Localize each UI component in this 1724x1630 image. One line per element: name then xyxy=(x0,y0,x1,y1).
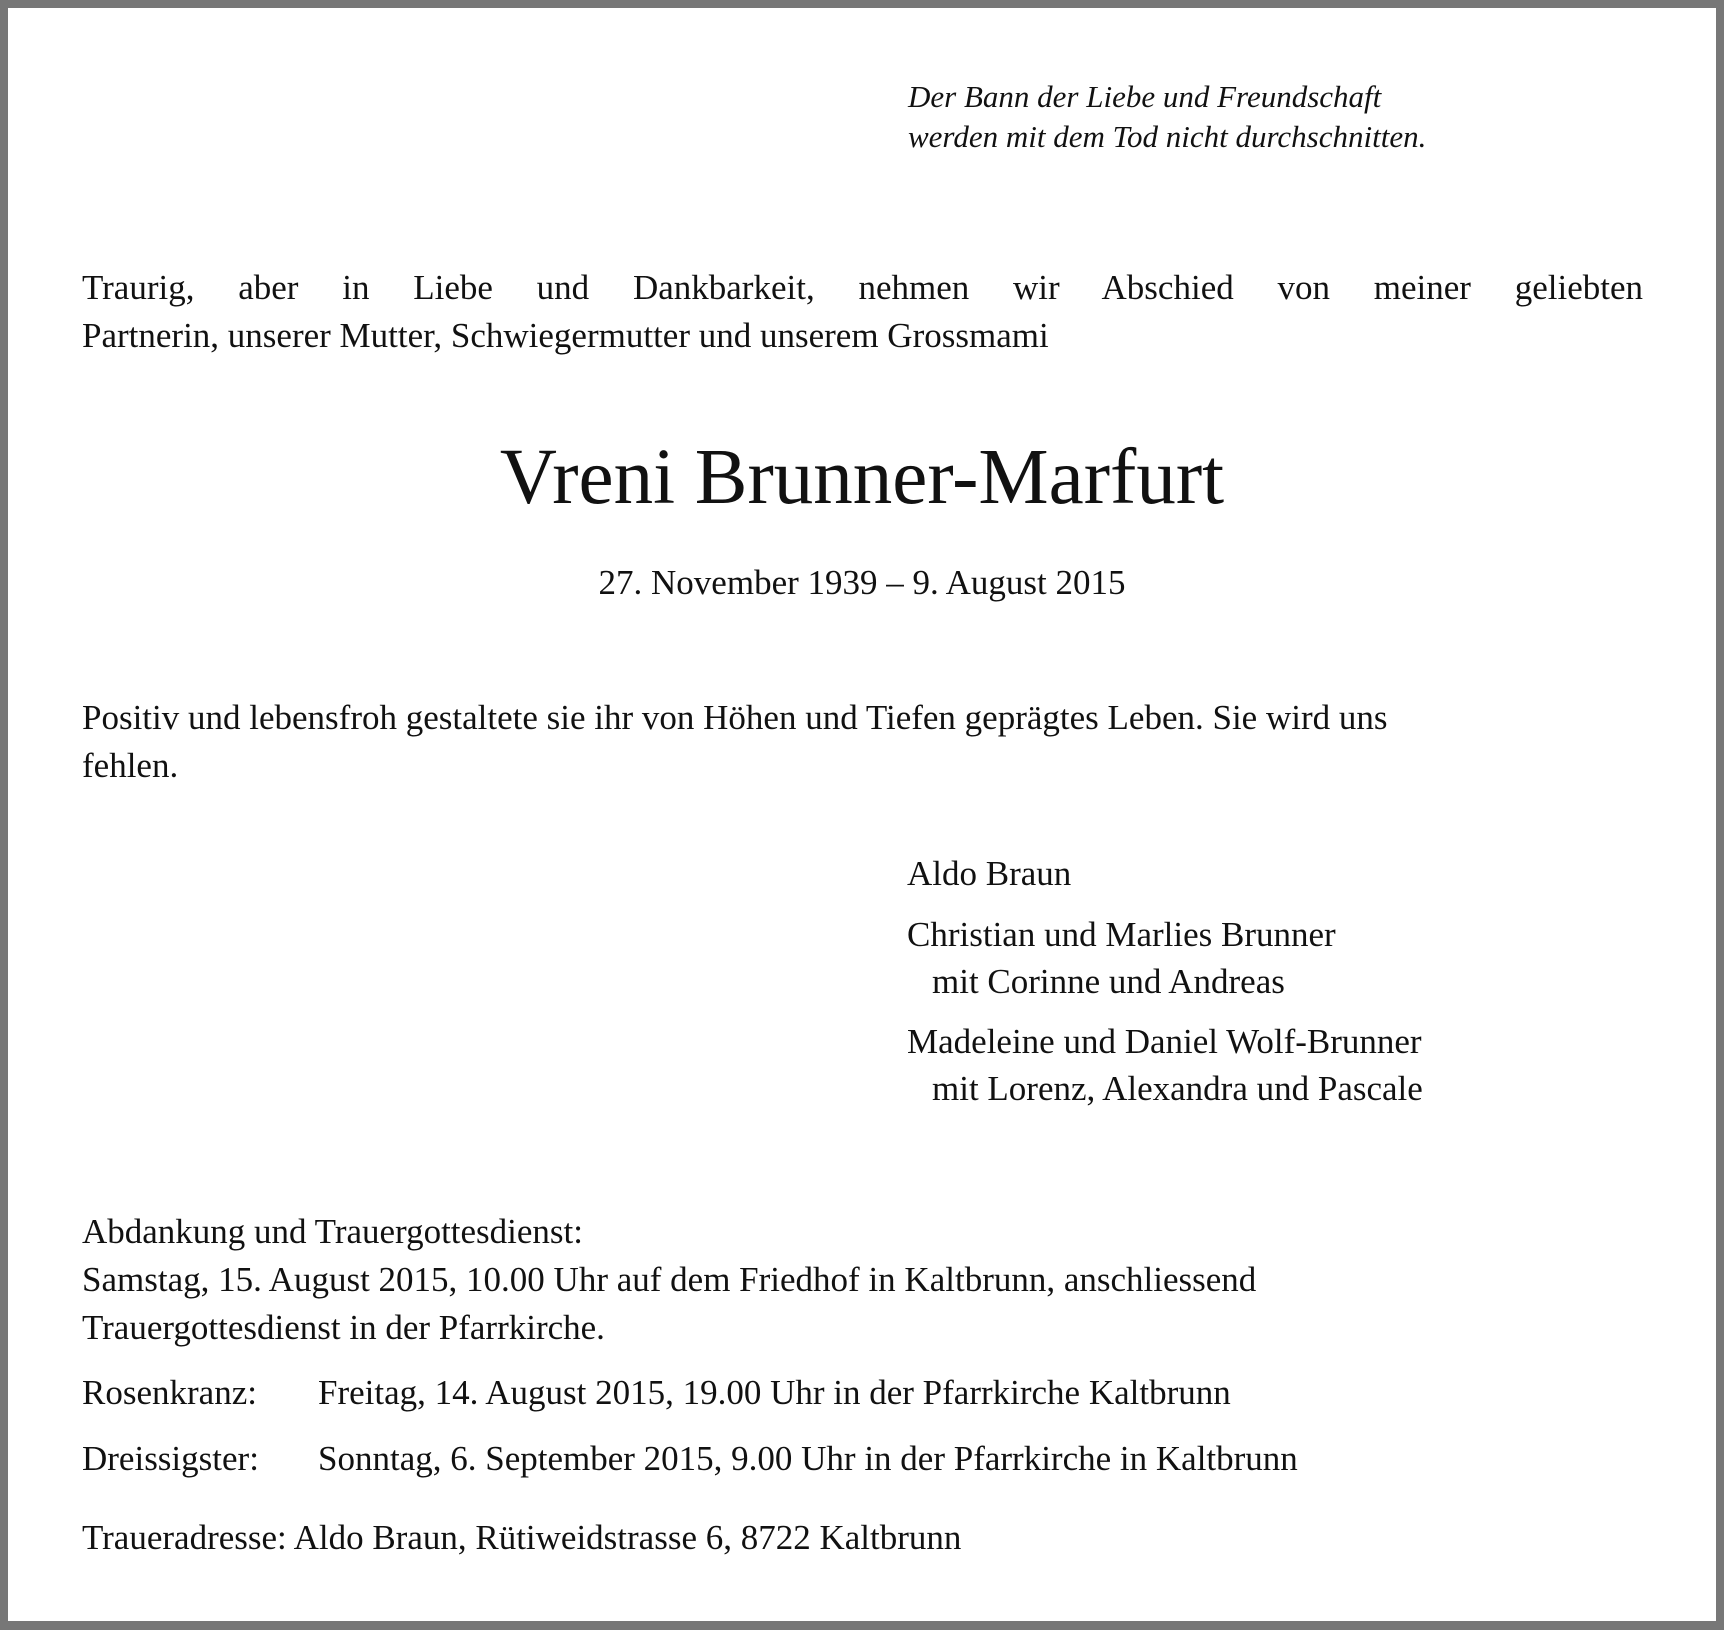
service-line: Trauergottesdienst in der Pfarrkirche. xyxy=(82,1308,605,1347)
intro-line: Traurig, aber in Liebe und Dankbarkeit, nehmen wir Abschied von meiner geliebten xyxy=(82,268,1643,307)
intro-paragraph xyxy=(82,264,1643,360)
funeral-service xyxy=(82,1208,1298,1352)
mourners-list xyxy=(907,850,1423,1125)
mourner-children: mit Corinne und Andreas xyxy=(932,962,1285,1001)
intro-line: Partnerin, unserer Mutter, Schwiegermutter und unserem Grossmami xyxy=(82,316,1049,355)
life-dates: 27. November 1939 – 9. August 2015 xyxy=(598,563,1126,602)
mourner-name: Aldo Braun xyxy=(907,854,1072,893)
mourner-group xyxy=(907,850,1423,897)
tribute-paragraph xyxy=(82,694,1387,790)
quote-line: werden mit dem Tod nicht durchschnitten. xyxy=(908,119,1427,154)
mourner-children: mit Lorenz, Alexandra und Pascale xyxy=(932,1069,1423,1108)
quote-line: Der Bann der Liebe und Freundschaft xyxy=(908,79,1382,114)
mourning-address: Traueradresse: Aldo Braun, Rütiweidstrasse 6, 8722 Kaltbrunn xyxy=(82,1518,962,1557)
mourner-name: Christian und Marlies Brunner xyxy=(907,915,1336,954)
thirtieth-mass-value: Sonntag, 6. September 2015, 9.00 Uhr in der Pfarrkirche in Kaltbrunn xyxy=(318,1439,1298,1478)
mourner-group xyxy=(907,911,1423,1005)
tribute-line: Positiv und lebensfroh gestaltete sie ihr von Höhen und Tiefen geprägtes Leben. Sie wird uns xyxy=(82,698,1388,737)
service-details xyxy=(82,1208,1298,1562)
thirtieth-mass-row xyxy=(82,1435,1298,1483)
rosary-label: Rosenkranz: xyxy=(82,1373,257,1412)
mourner-group xyxy=(907,1018,1423,1112)
rosary-row xyxy=(82,1369,1298,1417)
tribute-line: fehlen. xyxy=(82,746,179,785)
service-line: Samstag, 15. August 2015, 10.00 Uhr auf dem Friedhof in Kaltbrunn, anschliessend xyxy=(82,1260,1257,1299)
epigraph-quote xyxy=(908,77,1426,157)
rosary-value: Freitag, 14. August 2015, 19.00 Uhr in der Pfarrkirche Kaltbrunn xyxy=(318,1373,1231,1412)
obituary-page xyxy=(8,8,1716,1621)
thirtieth-mass-label: Dreissigster: xyxy=(82,1439,259,1478)
mourner-name: Madeleine und Daniel Wolf-Brunner xyxy=(907,1022,1422,1061)
deceased-name: Vreni Brunner-Marfurt xyxy=(499,434,1225,521)
service-heading: Abdankung und Trauergottesdienst: xyxy=(82,1212,584,1251)
